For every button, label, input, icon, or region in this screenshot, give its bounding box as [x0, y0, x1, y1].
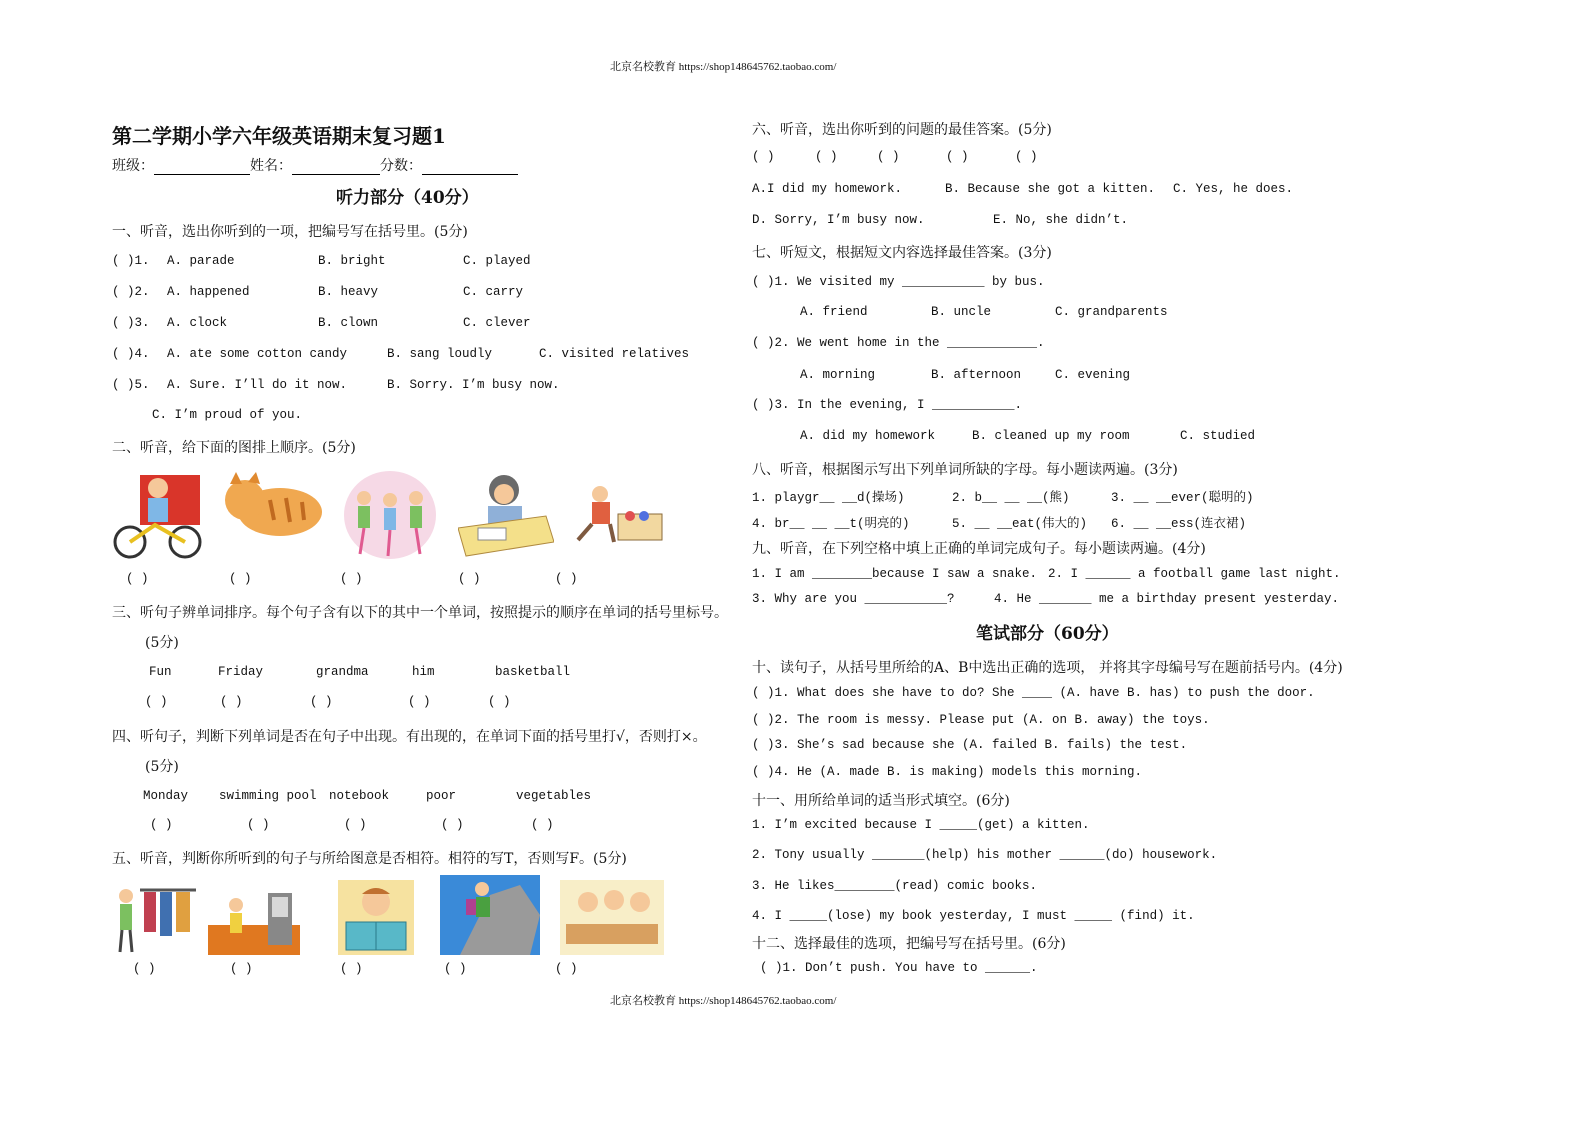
s8-item-3: 3. __ __ever(聪明的) — [1111, 491, 1254, 505]
s6-paren-4[interactable]: ( ) — [946, 150, 969, 164]
s7-q3: ( )3. In the evening, I ___________. — [752, 398, 1023, 412]
writing-title: 笔试部分（60分） — [976, 624, 1119, 644]
s9-item-3: 3. Why are you ___________? — [752, 592, 955, 606]
s9-item-1: 1. I am ________because I saw a snake. — [752, 567, 1038, 581]
listening-title: 听力部分（40分） — [336, 188, 479, 208]
s6-opt-b: B. Because she got a kitten. — [945, 182, 1156, 196]
s1-q5-num: ( )5. — [112, 378, 150, 392]
s5-paren-2[interactable]: ( ) — [230, 962, 253, 976]
s4-paren-3[interactable]: ( ) — [344, 818, 367, 832]
s3-word-3: grandma — [316, 665, 369, 679]
s3-word-1: Fun — [149, 665, 172, 679]
s1-q2-c: C. carry — [463, 285, 524, 299]
score-blank[interactable] — [422, 162, 518, 175]
s1-q4-b: B. sang loudly — [387, 347, 493, 361]
s3-paren-4[interactable]: ( ) — [408, 695, 431, 709]
s10-item-1: ( )1. What does she have to do? She ____ (A. have B. has) to push the door. — [752, 686, 1315, 700]
s11-item-2: 2. Tony usually _______(help) his mother ______(do) housework. — [752, 848, 1218, 862]
s1-q3-b: B. clown — [318, 316, 379, 330]
s6-opt-d: D. Sorry, I’m busy now. — [752, 213, 925, 227]
class-blank[interactable] — [154, 162, 250, 175]
s1-q1-c: C. played — [463, 254, 531, 268]
s12-item-1: ( )1. Don’t push. You have to ______. — [760, 961, 1038, 975]
s10-item-4: ( )4. He (A. made B. is making) models this morning. — [752, 765, 1143, 779]
s6-opt-a: A.I did my homework. — [752, 182, 903, 196]
s4-word-1: Monday — [143, 789, 189, 803]
s2-heading: 二、听音，给下面的图排上顺序。(5分) — [112, 440, 356, 456]
s1-q3-num: ( )3. — [112, 316, 150, 330]
s1-q4-num: ( )4. — [112, 347, 150, 361]
boy-climbing-picture — [440, 875, 540, 955]
s3-paren-5[interactable]: ( ) — [488, 695, 511, 709]
s10-heading: 十、读句子，从括号里所给的A、B中选出正确的选项， 并将其字母编号写在题前括号内。(4分) — [752, 660, 1343, 676]
children-dancing-picture — [342, 470, 437, 560]
s2-paren-1[interactable]: ( ) — [126, 572, 149, 586]
s4-paren-2[interactable]: ( ) — [247, 818, 270, 832]
s6-paren-3[interactable]: ( ) — [877, 150, 900, 164]
s8-item-1: 1. playgr__ __d(操场) — [752, 491, 905, 505]
s8-item-5: 5. __ __eat(伟大的) — [952, 517, 1088, 531]
s1-q5-a: A. Sure. I’ll do it now. — [167, 378, 348, 392]
s1-heading: 一、听音，选出你听到的一项，把编号写在括号里。(5分) — [112, 224, 468, 240]
s3-paren-1[interactable]: ( ) — [145, 695, 168, 709]
s1-q3-c: C. clever — [463, 316, 531, 330]
s7-q1-b: B. uncle — [931, 305, 992, 319]
s3-word-5: basketball — [495, 665, 571, 679]
s2-paren-3[interactable]: ( ) — [340, 572, 363, 586]
s3-word-2: Friday — [218, 665, 264, 679]
s7-q2-a: A. morning — [800, 368, 876, 382]
student-info — [112, 155, 518, 175]
s11-item-3: 3. He likes________(read) comic books. — [752, 879, 1038, 893]
class-label: 班级： — [112, 158, 154, 174]
girl-cleaning-toys-picture — [570, 480, 666, 550]
s7-q1: ( )1. We visited my ___________ by bus. — [752, 275, 1045, 289]
name-blank[interactable] — [292, 162, 380, 175]
s6-paren-1[interactable]: ( ) — [752, 150, 775, 164]
s6-paren-5[interactable]: ( ) — [1015, 150, 1038, 164]
s1-q5-b: B. Sorry. I’m busy now. — [387, 378, 560, 392]
s5-paren-3[interactable]: ( ) — [340, 962, 363, 976]
s9-item-2: 2. I ______ a football game last night. — [1048, 567, 1341, 581]
s6-paren-2[interactable]: ( ) — [815, 150, 838, 164]
s5-paren-1[interactable]: ( ) — [133, 962, 156, 976]
girl-at-window-picture — [208, 885, 300, 955]
s5-heading: 五、听音，判断你所听到的句子与所给图意是否相符。相符的写T，否则写F。(5分) — [112, 851, 627, 867]
s7-q2-b: B. afternoon — [931, 368, 1022, 382]
s7-q1-c: C. grandparents — [1055, 305, 1168, 319]
s4-paren-5[interactable]: ( ) — [531, 818, 554, 832]
boy-cycling-picture — [110, 470, 205, 560]
s7-q3-c: C. studied — [1180, 429, 1256, 443]
cat-picture — [220, 470, 325, 540]
s9-heading: 九、听音，在下列空格中填上正确的单词完成句子。每小题读两遍。(4分) — [752, 541, 1206, 557]
s10-item-3: ( )3. She’s sad because she (A. failed B. fails) the test. — [752, 738, 1188, 752]
s4-word-4: poor — [426, 789, 457, 803]
s8-item-4: 4. br__ __ __t(明亮的) — [752, 517, 910, 531]
s5-paren-5[interactable]: ( ) — [555, 962, 578, 976]
s5-paren-4[interactable]: ( ) — [444, 962, 467, 976]
s7-heading: 七、听短文，根据短文内容选择最佳答案。(3分) — [752, 245, 1052, 261]
s8-item-6: 6. __ __ess(连衣裙) — [1111, 517, 1247, 531]
s6-opt-c: C. Yes, he does. — [1173, 182, 1294, 196]
s7-q3-b: B. cleaned up my room — [972, 429, 1130, 443]
page-header: 北京名校教育 https://shop148645762.taobao.com/ — [610, 61, 837, 73]
s3-paren-3[interactable]: ( ) — [310, 695, 333, 709]
page-footer: 北京名校教育 https://shop148645762.taobao.com/ — [610, 995, 837, 1007]
s1-q2-a: A. happened — [167, 285, 250, 299]
s7-q3-a: A. did my homework — [800, 429, 936, 443]
s1-q4-c: C. visited relatives — [539, 347, 690, 361]
s6-opt-e: E. No, she didn’t. — [993, 213, 1129, 227]
s1-q2-b: B. heavy — [318, 285, 379, 299]
students-at-desk-picture — [560, 880, 664, 955]
s12-heading: 十二、选择最佳的选项，把编号写在括号里。(6分) — [752, 936, 1066, 952]
s3-heading: 三、听句子辨单词排序。每个句子含有以下的其中一个单词，按照提示的顺序在单词的括号里标号。 — [112, 605, 728, 621]
s11-item-4: 4. I _____(lose) my book yesterday, I must _____ (find) it. — [752, 909, 1195, 923]
s1-q1-num: ( )1. — [112, 254, 150, 268]
boy-reading-picture — [338, 880, 414, 955]
exam-title: 第二学期小学六年级英语期末复习题1 — [112, 124, 446, 148]
s7-q2-c: C. evening — [1055, 368, 1131, 382]
s9-item-4: 4. He _______ me a birthday present yesterday. — [994, 592, 1340, 606]
s4-paren-1[interactable]: ( ) — [150, 818, 173, 832]
s2-paren-2[interactable]: ( ) — [229, 572, 252, 586]
s3-word-4: him — [412, 665, 435, 679]
s11-heading: 十一、用所给单词的适当形式填空。(6分) — [752, 793, 1010, 809]
s1-q1-a: A. parade — [167, 254, 235, 268]
s2-paren-4[interactable]: ( ) — [458, 572, 481, 586]
s1-q4-a: A. ate some cotton candy — [167, 347, 348, 361]
s3-paren-2[interactable]: ( ) — [220, 695, 243, 709]
s8-item-2: 2. b__ __ __(熊) — [952, 491, 1070, 505]
s11-item-1: 1. I’m excited because I _____(get) a kitten. — [752, 818, 1090, 832]
s4-heading: 四、听句子，判断下列单词是否在句子中出现。有出现的，在单词下面的括号里打√，否则打×。 — [112, 729, 707, 745]
s4-points: (5分) — [145, 759, 179, 775]
s8-heading: 八、听音，根据图示写出下列单词所缺的字母。每小题读两遍。(3分) — [752, 462, 1178, 478]
s4-paren-4[interactable]: ( ) — [441, 818, 464, 832]
s2-paren-5[interactable]: ( ) — [555, 572, 578, 586]
s7-q1-a: A. friend — [800, 305, 868, 319]
s1-q3-a: A. clock — [167, 316, 228, 330]
woman-writing-picture — [458, 468, 554, 560]
s4-word-5: vegetables — [516, 789, 592, 803]
score-label: 分数： — [380, 158, 422, 174]
name-label: 姓名： — [250, 158, 292, 174]
s1-q1-b: B. bright — [318, 254, 386, 268]
s10-item-2: ( )2. The room is messy. Please put (A. on B. away) the toys. — [752, 713, 1210, 727]
s1-q2-num: ( )2. — [112, 285, 150, 299]
s6-heading: 六、听音，选出你听到的问题的最佳答案。(5分) — [752, 122, 1052, 138]
s4-word-3: notebook — [329, 789, 390, 803]
s7-q2: ( )2. We went home in the ____________. — [752, 336, 1045, 350]
s4-word-2: swimming pool — [219, 789, 317, 803]
s1-q5-c: C. I’m proud of you. — [152, 408, 303, 422]
s3-points: (5分) — [145, 635, 179, 651]
clothes-rack-picture — [112, 880, 198, 955]
